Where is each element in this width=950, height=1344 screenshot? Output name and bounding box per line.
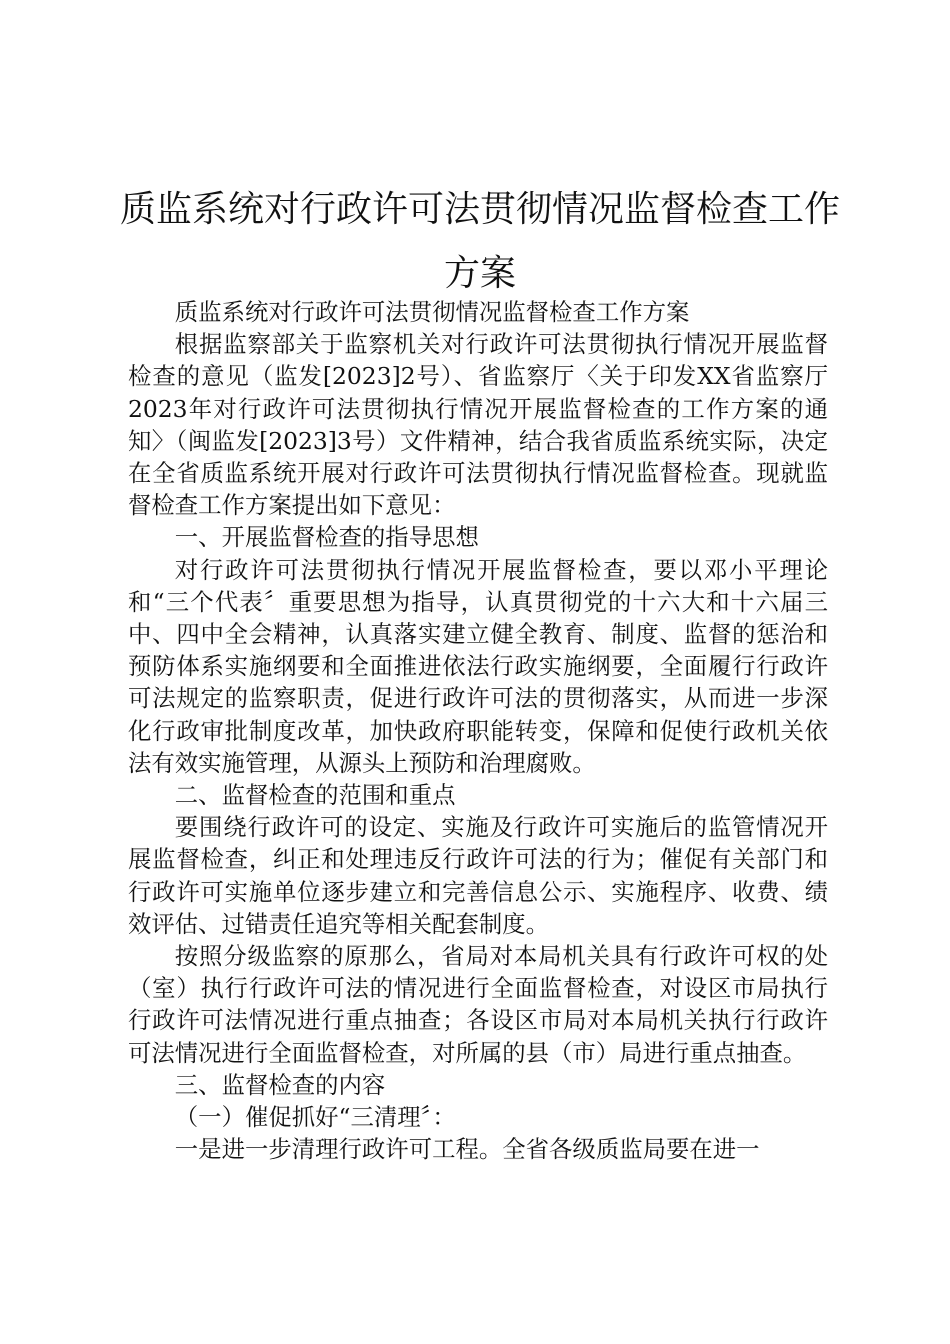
document-body xyxy=(128,296,828,1165)
subtitle-paragraph: 质监系统对行政许可法贯彻情况监督检查工作方案 xyxy=(174,298,690,326)
section-heading: 三、监督检查的内容 xyxy=(174,1070,386,1099)
section-heading: 一、开展监督检查的指导思想 xyxy=(174,523,479,552)
document-title: 质监系统对行政许可法贯彻情况监督检查工作方案 xyxy=(120,189,841,294)
body-paragraph: 要围绕行政许可的设定、实施及行政许可实施后的监管情况开展监督检查，纠正和处理违反行政许可法的行为；催促有关部门和行政许可实施单位逐步建立和完善信息公示、实施程序、收费、绩效评估、过错责任追究等相关配套制度。 xyxy=(128,813,828,938)
body-paragraph: 一是进一步清理行政许可工程。全省各级质监局要在进一 xyxy=(174,1135,760,1164)
section-heading: 二、监督检查的范围和重点 xyxy=(174,781,456,810)
subsection-heading: （一）催促抓好“三清理〞： xyxy=(174,1103,456,1132)
body-paragraph: 对行政许可法贯彻执行情况开展监督检查，要以邓小平理论和“三个代表〞重要思想为指导，认真贯彻党的十六大和十六届三中、四中全会精神，认真落实建立健全教育、制度、监督的惩治和预防体系实施纲要和全面推进依法行政实施纲要，全面履行行政许可法规定的监察职责，促进行政许可法的贯彻落实，从而进一步深化行政审批制度改革，加快政府职能转变，保障和促使行政机关依法有效实施管理，从源头上预防和治理腐败。 xyxy=(128,555,828,777)
body-paragraph: 按照分级监察的原那么，省局对本局机关具有行政许可权的处（室）执行行政许可法的情况进行全面监督检查，对设区市局执行行政许可法情况进行重点抽查；各设区市局对本局机关执行行政许可法情况进行全面监督检查，对所属的县（市）局进行重点抽查。 xyxy=(128,942,828,1067)
intro-paragraph: 根据监察部关于监察机关对行政许可法贯彻执行情况开展监督检查的意见（监发[2023]2号）、省监察厅〈关于印发XX省监察厅2023年对行政许可法贯彻执行情况开展监督检查的工作方案的通知〉（闽监发[2023]3号）文件精神，结合我省质监系统实际，决定在全省质监系统开展对行政许可法贯彻执行情况监督检查。现就监督检查工作方案提出如下意见： xyxy=(128,330,828,520)
